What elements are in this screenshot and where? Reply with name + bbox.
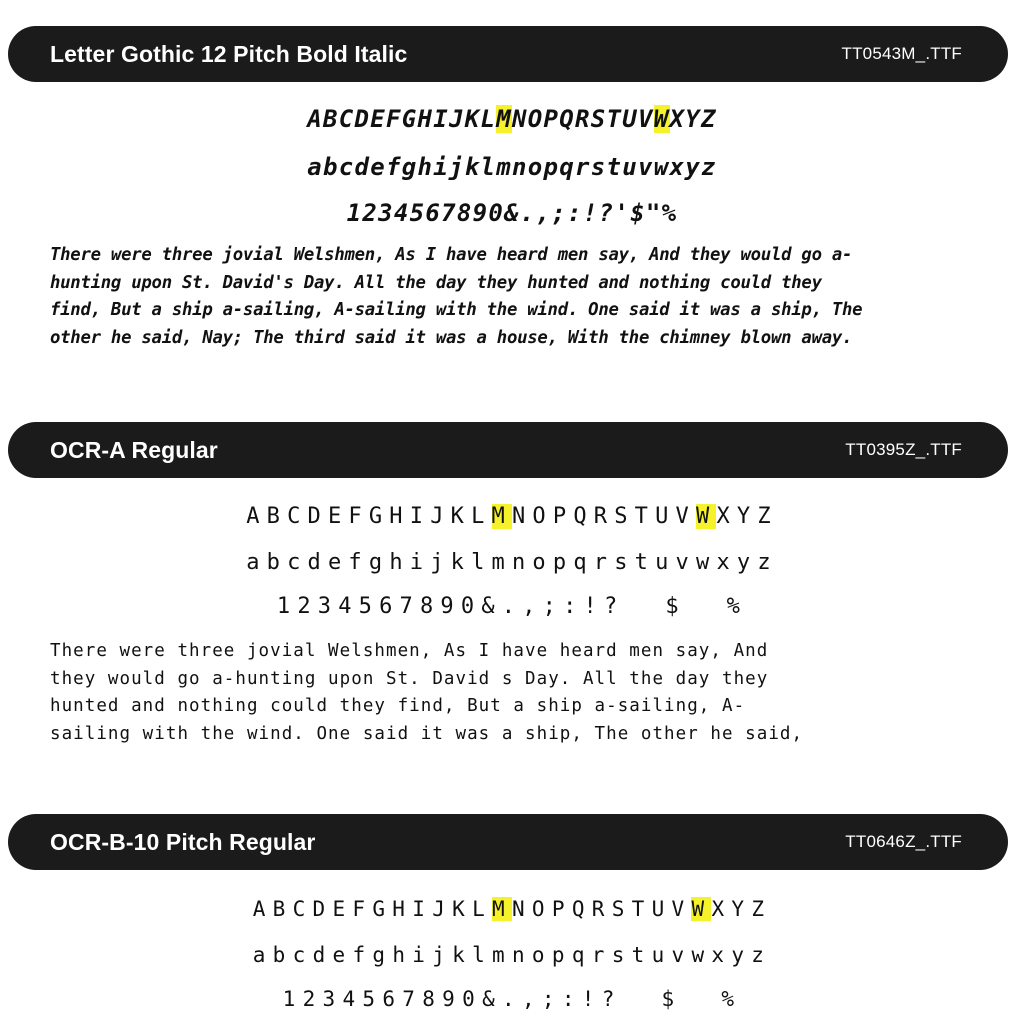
font-header-bar — [8, 814, 1008, 870]
uppercase-glyphs: ABCDEFGHIJKLMNOPQRSTUVWXYZ — [246, 504, 778, 529]
highlight-w: W — [691, 897, 712, 921]
sample-line: hunting upon St. David's Day. All the day they hunted and nothing could they — [50, 272, 822, 293]
font-name: Letter Gothic 12 Pitch Bold Italic — [50, 41, 408, 67]
sample-line: There were three jovial Welshmen, As I have heard men say, And they would go a- — [50, 245, 853, 265]
font-name: OCR-A Regular — [50, 437, 218, 463]
font-filename: TT0543M_.TTF — [841, 44, 962, 63]
sample-line: other he said, Nay; The third said it was a house, With the chimney blown away. — [50, 327, 853, 348]
font-header-bar — [8, 422, 1008, 478]
font-filename: TT0646Z_.TTF — [845, 832, 962, 851]
font-header-bar — [8, 26, 1008, 82]
sample-line: they would go a-hunting upon St. David s Day. All the day they — [50, 668, 769, 689]
sample-line: find, But a ship a-sailing, A-sailing with the wind. One said it was a ship, The — [50, 300, 863, 320]
numerals-punctuation-glyphs: 1234567890&.,;:!? $ % — [282, 987, 742, 1011]
sample-line: sailing with the wind. One said it was a ship, The other he said, — [50, 723, 804, 744]
uppercase-glyphs: ABCDEFGHIJKLMNOPQRSTUVWXYZ — [307, 105, 717, 133]
sample-paragraph — [50, 242, 980, 352]
highlight-m: M — [492, 897, 512, 921]
uppercase-glyphs: ABCDEFGHIJKLMNOPQRSTUVWXYZ — [252, 897, 772, 921]
highlight-m: M — [491, 504, 512, 529]
sample-paragraph — [50, 638, 980, 748]
lowercase-glyphs: abcdefghijklmnopqrstuvwxyz — [307, 153, 717, 181]
numerals-punctuation-glyphs: 1234567890&.,;:!?'$"% — [346, 199, 678, 227]
numerals-punctuation-glyphs: 1234567890&.,;:!? $ % — [276, 594, 748, 619]
lowercase-glyphs: abcdefghijklmnopqrstuvwxyz — [246, 550, 778, 575]
sample-line: There were three jovial Welshmen, As I have heard men say, And — [50, 641, 769, 661]
highlight-w: W — [696, 504, 717, 529]
highlight-w: W — [653, 105, 670, 133]
highlight-m: M — [496, 105, 512, 133]
sample-line: hunted and nothing could they find, But a ship a-sailing, A- — [50, 696, 746, 716]
font-filename: TT0395Z_.TTF — [845, 440, 962, 459]
lowercase-glyphs: abcdefghijklmnopqrstuvwxyz — [252, 943, 772, 967]
font-name: OCR-B-10 Pitch Regular — [50, 829, 316, 855]
